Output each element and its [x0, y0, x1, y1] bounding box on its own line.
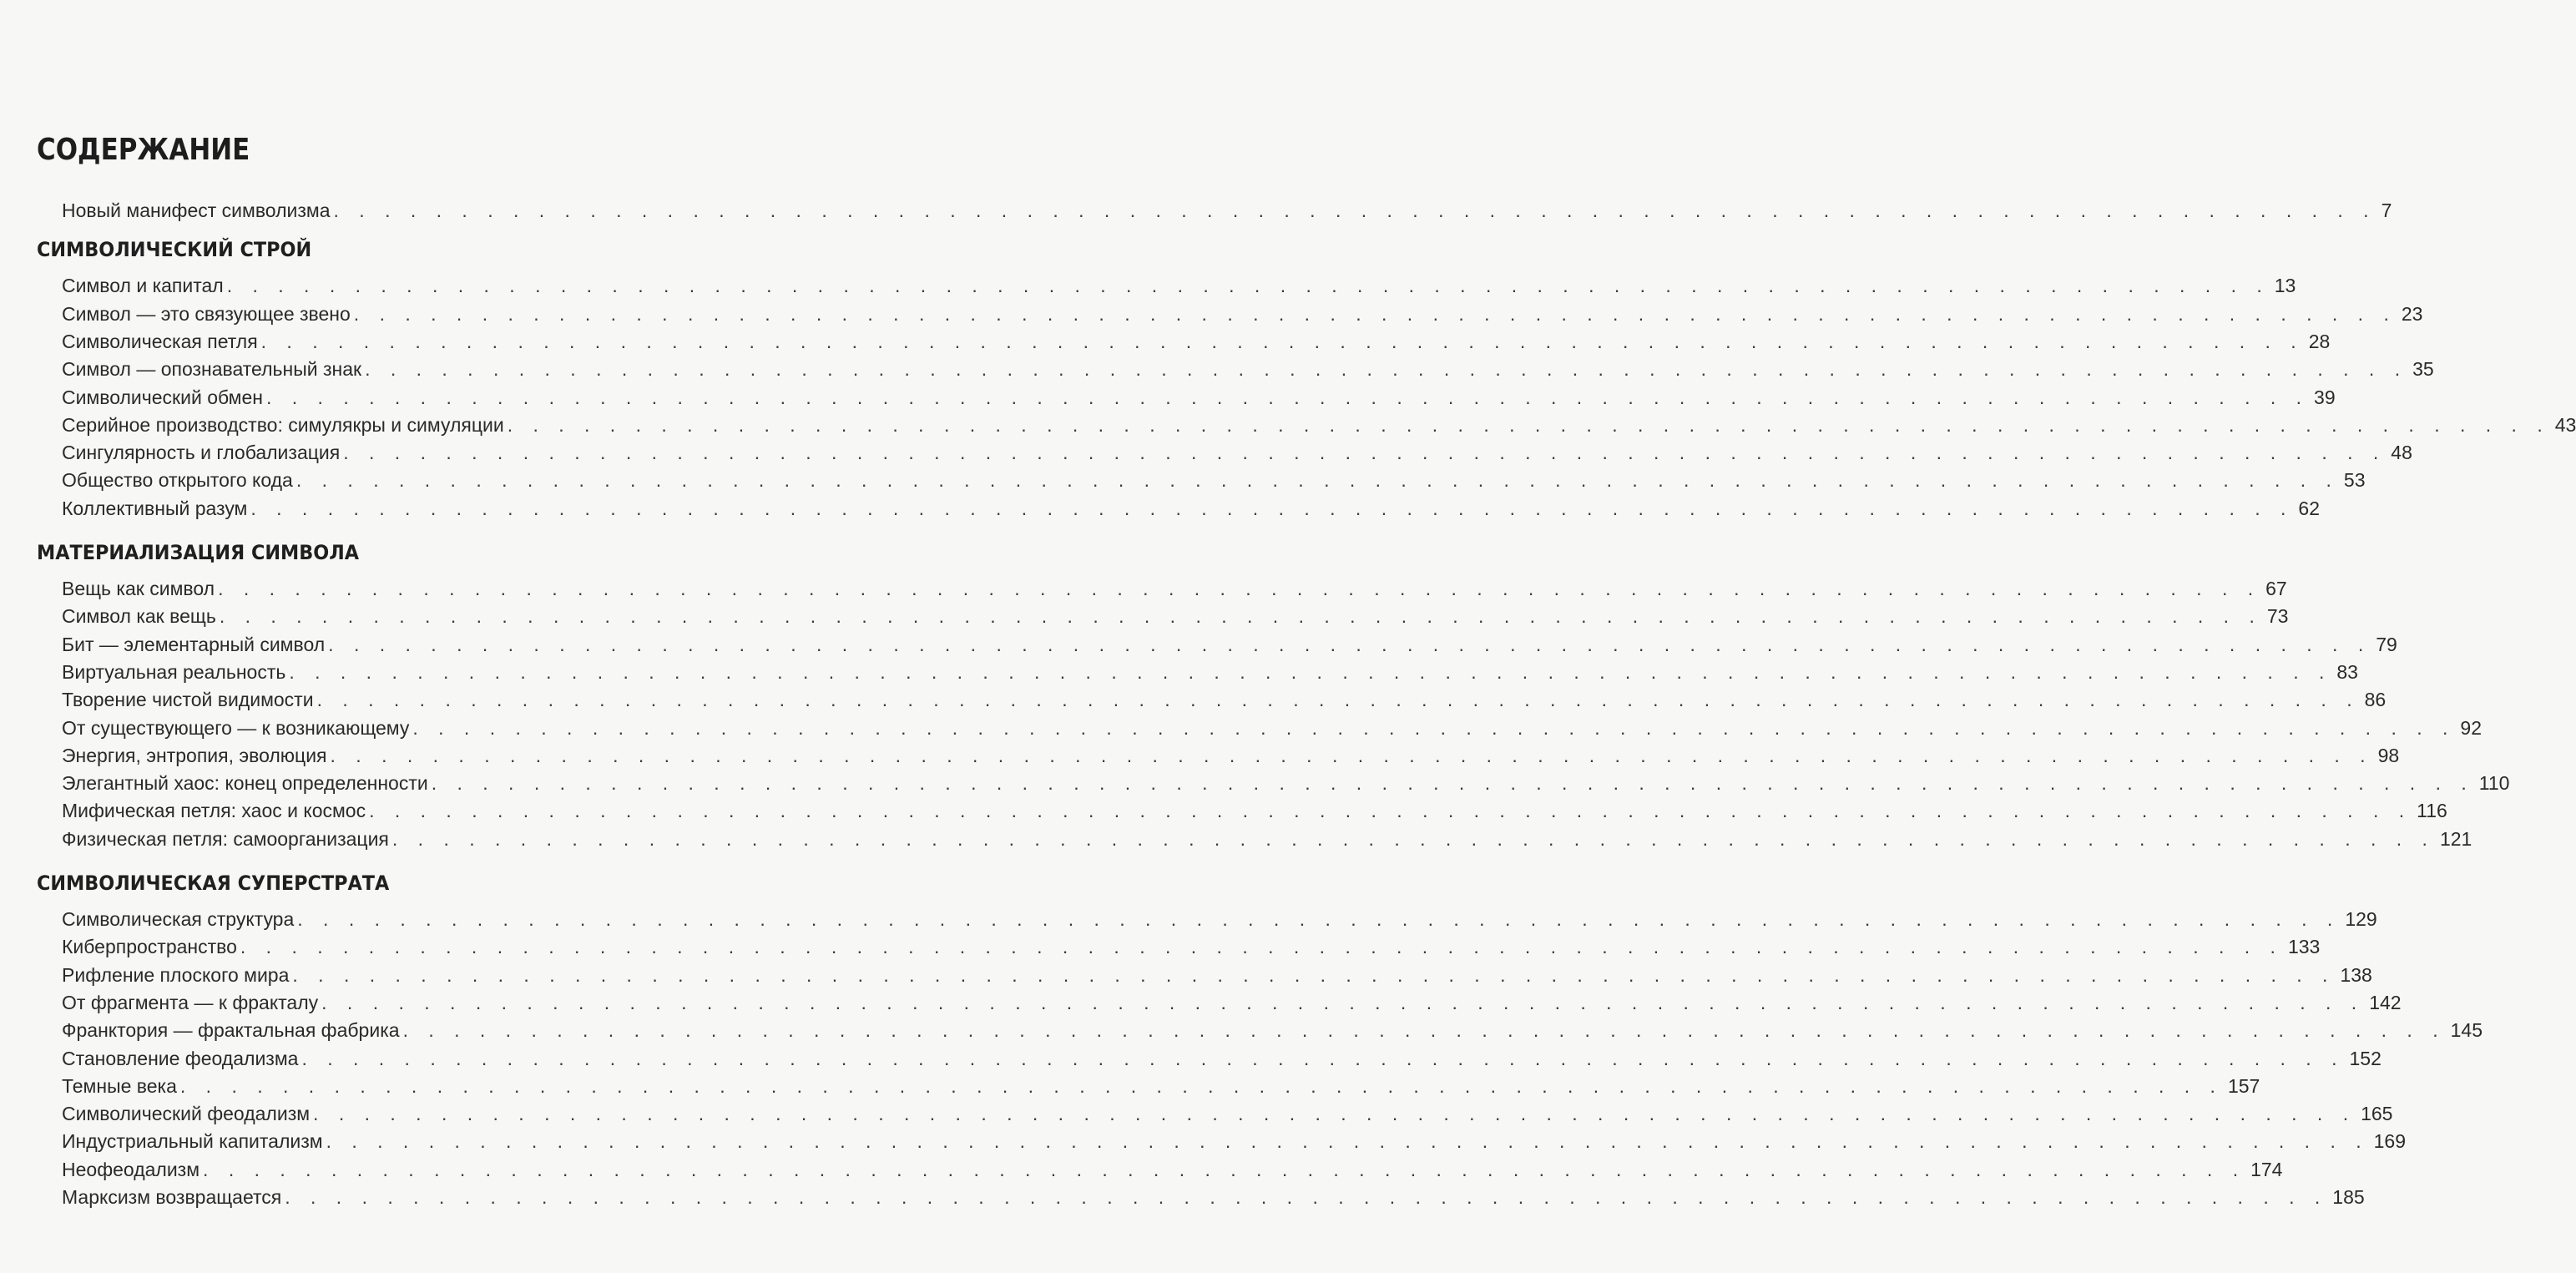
toc-entry-page-number: 28	[2308, 330, 2331, 352]
toc-entry-page-number: 86	[2364, 689, 2387, 711]
dot-leader: . . . . . . . . . . . . . . . . . . . . . . . . . . . . . . . . . . . . . . . . . . . . . . . . . . . . . . . . . . . . . . . . . . . . . . . . . . . . . . . .	[219, 605, 2262, 628]
toc-entry[interactable]	[62, 1017, 2483, 1044]
dot-leader: . . . . . . . . . . . . . . . . . . . . . . . . . . . . . . . . . . . . . . . . . . . . . . . . . . . . . . . . . . . . . . . . . . . . . . . . . . . . . . . .	[326, 1130, 2369, 1153]
toc-entry[interactable]	[62, 272, 2296, 300]
toc-entry-label: Становление феодализма	[62, 1047, 299, 1069]
toc-entry[interactable]	[62, 603, 2289, 630]
toc-entry[interactable]	[62, 742, 2400, 770]
toc-entry-label: Символическая петля	[62, 330, 258, 352]
toc-entry-label: Общество открытого кода	[62, 469, 293, 492]
toc-entry-page-number: 7	[2381, 200, 2392, 221]
toc-entry-label: Символ и капитал	[62, 275, 224, 297]
toc-entry-label: Рифление плоского мира	[62, 963, 290, 986]
toc-entry-label: Серийное производство: симулякры и симуляции	[62, 413, 504, 436]
toc-entry-page-number: 79	[2376, 633, 2397, 655]
toc-entry-label: Бит — элементарный символ	[62, 633, 326, 655]
toc-entry-page-number: 67	[2265, 578, 2287, 599]
toc-entry-page-number: 185	[2332, 1186, 2365, 1208]
toc-entry[interactable]	[62, 412, 2576, 439]
toc-entry[interactable]	[62, 631, 2397, 659]
toc-entry-page-number: 157	[2227, 1074, 2260, 1097]
toc-entry[interactable]	[62, 328, 2331, 356]
toc-entry[interactable]	[62, 989, 2402, 1017]
dot-leader: . . . . . . . . . . . . . . . . . . . . . . . . . . . . . . . . . . . . . . . . . . . . . . . . . . . . . . . . . . . . . . . . . . . . . . . . . . . . . . . .	[240, 936, 2283, 958]
toc-entry[interactable]	[62, 1100, 2393, 1128]
toc-entry-label: Творение чистой видимости	[62, 689, 314, 711]
toc-entry-page-number: 53	[2343, 469, 2366, 492]
toc-entry[interactable]	[62, 686, 2387, 714]
toc-entry-label: Символический феодализм	[62, 1103, 311, 1125]
toc-entry-label: Мифическая петля: хаос и космос	[62, 800, 366, 822]
dot-leader: . . . . . . . . . . . . . . . . . . . . . . . . . . . . . . . . . . . . . . . . . . . . . . . . . . . . . . . . . . . . . . . . . . . . . . . . . . . . . . . .	[295, 469, 2339, 492]
dot-leader: . . . . . . . . . . . . . . . . . . . . . . . . . . . . . . . . . . . . . . . . . . . . . . . . . . . . . . . . . . . . . . . . . . . . . . . . . . . . . . . .	[412, 716, 2456, 739]
dot-leader: . . . . . . . . . . . . . . . . . . . . . . . . . . . . . . . . . . . . . . . . . . . . . . . . . . . . . . . . . . . . . . . . . . . . . . . . . . . . . . . .	[179, 1074, 2223, 1097]
toc-entry[interactable]	[62, 356, 2434, 383]
toc-entry[interactable]	[62, 1045, 2382, 1073]
dot-leader: . . . . . . . . . . . . . . . . . . . . . . . . . . . . . . . . . . . . . . . . . . . . . . . . . . . . . . . . . . . . . . . . . . . . . . . . . . . . . . . .	[218, 578, 2261, 599]
dot-leader: . . . . . . . . . . . . . . . . . . . . . . . . . . . . . . . . . . . . . . . . . . . . . . . . . . . . . . . . . . . . . . . . . . . . . . . . . . . . . . . .	[260, 330, 2304, 352]
section-heading: СИМВОЛИЧЕСКАЯ СУПЕРСТРАТА	[37, 871, 390, 895]
dot-leader: . . . . . . . . . . . . . . . . . . . . . . . . . . . . . . . . . . . . . . . . . . . . . . . . . . . . . . . . . . . . . . . . . . . . . . . . . . . . . . . .	[391, 827, 2435, 850]
dot-leader: . . . . . . . . . . . . . . . . . . . . . . . . . . . . . . . . . . . . . . . . . . . . . . . . . . . . . . . . . . . . . . . . . . . . . . . . . . . . . . . .	[402, 1019, 2446, 1042]
dot-leader: . . . . . . . . . . . . . . . . . . . . . . . . . . . . . . . . . . . . . . . . . . . . . . . . . . . . . . . . . . . . . . . . . . . . . . . . . . . . . . . .	[289, 660, 2332, 683]
toc-entry-page-number: 39	[2314, 386, 2336, 408]
toc-entry-label: Символ как вещь	[62, 605, 216, 628]
toc-entry-label: Элегантный хаос: конец определенности	[62, 772, 428, 795]
toc-entry-label: Символический обмен	[62, 386, 263, 408]
toc-entry-page-number: 145	[2450, 1019, 2483, 1042]
toc-entry-label: Марксизм возвращается	[62, 1186, 282, 1208]
toc-entry-label: От фрагмента — к фракталу	[62, 991, 319, 1013]
toc-entry[interactable]	[62, 467, 2366, 494]
toc-entry-page-number: 35	[2412, 358, 2434, 381]
dot-leader: . . . . . . . . . . . . . . . . . . . . . . . . . . . . . . . . . . . . . . . . . . . . . . . . . . . . . . . . . . . . . . . . . . . . . . . . . . . . . . . .	[250, 497, 2294, 519]
dot-leader: . . . . . . . . . . . . . . . . . . . . . . . . . . . . . . . . . . . . . . . . . . . . . . . . . . . . . . . . . . . . . . . . . . . . . . . . . . . . . . . .	[292, 963, 2336, 986]
dot-leader: . . . . . . . . . . . . . . . . . . . . . . . . . . . . . . . . . . . . . . . . . . . . . . . . . . . . . . . . . . . . . . . . . . . . . . . . . . . . . . . .	[265, 386, 2310, 408]
toc-entry-label: Виртуальная реальность	[62, 660, 286, 683]
toc-entry-page-number: 83	[2336, 660, 2358, 683]
dot-leader: . . . . . . . . . . . . . . . . . . . . . . . . . . . . . . . . . . . . . . . . . . . . . . . . . . . . . . . . . . . . . . . . . . . . . . . . . . . . . . . .	[353, 302, 2397, 325]
toc-entry[interactable]	[62, 659, 2358, 686]
toc-entry-label: Индустриальный капитализм	[62, 1130, 323, 1153]
dot-leader: . . . . . . . . . . . . . . . . . . . . . . . . . . . . . . . . . . . . . . . . . . . . . . . . . . . . . . . . . . . . . . . . . . . . . . . . . . . . . . . .	[369, 800, 2412, 822]
toc-entry[interactable]	[62, 797, 2447, 825]
toc-entry-page-number: 48	[2391, 442, 2412, 464]
toc-entry[interactable]	[62, 826, 2472, 853]
toc-entry-label: Киберпространство	[62, 936, 237, 958]
toc-entry[interactable]	[62, 906, 2377, 933]
toc-entry[interactable]	[62, 384, 2336, 412]
toc-entry-page-number: 62	[2298, 497, 2321, 519]
toc-entry-label: От существующего — к возникающему	[62, 716, 410, 739]
toc-entry-label: Символ — это связующее звено	[62, 302, 351, 325]
toc-entry-page-number: 110	[2478, 772, 2510, 795]
section-heading: МАТЕРИАЛИЗАЦИЯ СИМВОЛА	[37, 541, 360, 564]
toc-entry-page-number: 23	[2401, 302, 2423, 325]
toc-entry[interactable]	[62, 495, 2321, 523]
toc-entry[interactable]	[62, 770, 2510, 797]
toc-entry-page-number: 165	[2361, 1103, 2393, 1125]
toc-entry-label: Символическая структура	[62, 908, 295, 930]
section-heading: СИМВОЛИЧЕСКИЙ СТРОЙ	[37, 238, 312, 262]
toc-entry-page-number: 98	[2377, 744, 2400, 766]
toc-entry[interactable]	[62, 962, 2372, 989]
toc-entry-page-number: 116	[2417, 800, 2447, 822]
toc-entry[interactable]	[62, 715, 2482, 742]
toc-entry-label: Темные века	[62, 1074, 177, 1097]
dot-leader: . . . . . . . . . . . . . . . . . . . . . . . . . . . . . . . . . . . . . . . . . . . . . . . . . . . . . . . . . . . . . . . . . . . . . . . . . . . . . . . .	[226, 275, 2270, 297]
dot-leader: . . . . . . . . . . . . . . . . . . . . . . . . . . . . . . . . . . . . . . . . . . . . . . . . . . . . . . . . . . . . . . . . . . . . . . . . . . . . . . . .	[297, 908, 2341, 930]
dot-leader: . . . . . . . . . . . . . . . . . . . . . . . . . . . . . . . . . . . . . . . . . . . . . . . . . . . . . . . . . . . . . . . . . . . . . . . . . . . . . . . .	[285, 1186, 2328, 1208]
toc-entry-page-number: 129	[2345, 908, 2377, 930]
toc-entry-label: Энергия, энтропия, эволюция	[62, 744, 327, 766]
toc-entry-label: Франктория — фрактальная фабрика	[62, 1019, 400, 1042]
dot-leader: . . . . . . . . . . . . . . . . . . . . . . . . . . . . . . . . . . . . . . . . . . . . . . . . . . . . . . . . . . . . . . . . . . . . . . . . . . . . . . . .	[507, 413, 2550, 436]
dot-leader: . . . . . . . . . . . . . . . . . . . . . . . . . . . . . . . . . . . . . . . . . . . . . . . . . . . . . . . . . . . . . . . . . . . . . . . . . . . . . . . .	[328, 633, 2371, 655]
dot-leader: . . . . . . . . . . . . . . . . . . . . . . . . . . . . . . . . . . . . . . . . . . . . . . . . . . . . . . . . . . . . . . . . . . . . . . . . . . . . . . . .	[203, 1158, 2246, 1180]
toc-entry-page-number: 43	[2554, 413, 2576, 436]
dot-leader: . . . . . . . . . . . . . . . . . . . . . . . . . . . . . . . . . . . . . . . . . . . . . . . . . . . . . . . . . . . . . . . . . . . . . . . . . . . . . . . .	[343, 442, 2387, 464]
toc-entry-page-number: 73	[2266, 605, 2289, 628]
toc-entry[interactable]	[62, 575, 2287, 603]
dot-leader: . . . . . . . . . . . . . . . . . . . . . . . . . . . . . . . . . . . . . . . . . . . . . . . . . . . . . . . . . . . . . . . . . . . . . . . . . . . . . . . .	[301, 1047, 2345, 1069]
dot-leader: . . . . . . . . . . . . . . . . . . . . . . . . . . . . . . . . . . . . . . . . . . . . . . . . . . . . . . . . . . . . . . . . . . . . . . . . . . . . . . . .	[321, 991, 2365, 1013]
toc-entry-label: Коллективный разум	[62, 497, 248, 519]
toc-entry-page-number: 138	[2340, 963, 2372, 986]
toc-entry-label: Символ — опознавательный знак	[62, 358, 362, 381]
toc-entry[interactable]	[62, 439, 2412, 467]
toc-entry-page-number: 174	[2250, 1158, 2283, 1180]
toc-entry[interactable]	[62, 1156, 2283, 1184]
toc-entry[interactable]	[62, 197, 2392, 225]
dot-leader: . . . . . . . . . . . . . . . . . . . . . . . . . . . . . . . . . . . . . . . . . . . . . . . . . . . . . . . . . . . . . . . . . . . . . . . . . . . . . . . .	[313, 1103, 2356, 1125]
dot-leader: . . . . . . . . . . . . . . . . . . . . . . . . . . . . . . . . . . . . . . . . . . . . . . . . . . . . . . . . . . . . . . . . . . . . . . . . . . . . . . . .	[333, 200, 2376, 221]
page-title: СОДЕРЖАНИЕ	[37, 133, 250, 167]
toc-entry-page-number: 169	[2373, 1130, 2407, 1153]
dot-leader: . . . . . . . . . . . . . . . . . . . . . . . . . . . . . . . . . . . . . . . . . . . . . . . . . . . . . . . . . . . . . . . . . . . . . . . . . . . . . . . .	[431, 772, 2474, 795]
toc-entry-page-number: 13	[2274, 275, 2296, 297]
toc-entry-label: Сингулярность и глобализация	[62, 442, 341, 464]
toc-entry[interactable]	[62, 933, 2321, 961]
toc-entry-label: Новый манифест символизма	[62, 200, 331, 221]
toc-entry-page-number: 152	[2349, 1047, 2382, 1069]
toc-entry-label: Физическая петля: самоорганизация	[62, 827, 389, 850]
toc-entry[interactable]	[62, 1184, 2365, 1211]
toc-entry[interactable]	[62, 1128, 2407, 1155]
toc-entry-page-number: 121	[2439, 827, 2472, 850]
dot-leader: . . . . . . . . . . . . . . . . . . . . . . . . . . . . . . . . . . . . . . . . . . . . . . . . . . . . . . . . . . . . . . . . . . . . . . . . . . . . . . . .	[365, 358, 2408, 381]
dot-leader: . . . . . . . . . . . . . . . . . . . . . . . . . . . . . . . . . . . . . . . . . . . . . . . . . . . . . . . . . . . . . . . . . . . . . . . . . . . . . . . .	[330, 744, 2373, 766]
toc-entry-label: Вещь как символ	[62, 578, 215, 599]
toc-entry-label: Неофеодализм	[62, 1158, 200, 1180]
toc-entry[interactable]	[62, 1073, 2260, 1100]
toc-entry-page-number: 133	[2287, 936, 2321, 958]
toc-entry-page-number: 92	[2460, 716, 2482, 739]
dot-leader: . . . . . . . . . . . . . . . . . . . . . . . . . . . . . . . . . . . . . . . . . . . . . . . . . . . . . . . . . . . . . . . . . . . . . . . . . . . . . . . .	[316, 689, 2360, 711]
toc-entry-page-number: 142	[2369, 991, 2402, 1013]
toc-entry[interactable]	[62, 301, 2423, 328]
